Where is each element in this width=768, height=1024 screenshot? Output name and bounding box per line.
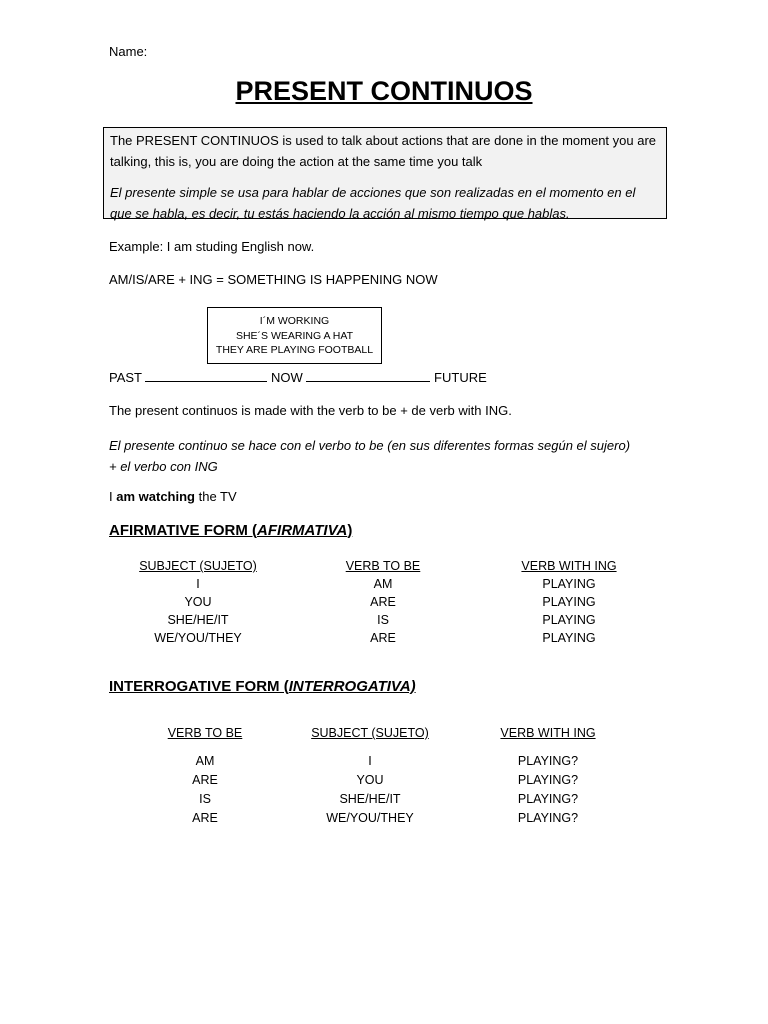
table-cell: YOU <box>184 595 212 609</box>
definition-box <box>103 127 667 219</box>
timeline-blank <box>145 371 267 382</box>
sample-sentence <box>109 489 237 504</box>
table-cell: PLAYING? <box>517 792 579 806</box>
example-item: THEY ARE PLAYING FOOTBALL <box>215 344 374 356</box>
sample-text: the TV <box>195 489 237 504</box>
section-title-italic: AFIRMATIVA <box>257 522 348 539</box>
timeline-blank <box>306 371 430 382</box>
table-cell: PLAYING <box>542 577 596 591</box>
section-title-text: AFIRMATIVE FORM ( <box>109 522 258 539</box>
column-header: VERB WITH ING <box>521 559 617 573</box>
definition-spanish: El presente simple se usa para hablar de acciones que son realizadas en el momento en el que se habla, es decir, tu estás haciendo la acción al mismo tiempo que hablas. <box>110 185 636 221</box>
table-cell: SHE/HE/IT <box>167 613 229 627</box>
timeline-past: PAST <box>109 370 142 385</box>
table-cell: ARE <box>192 811 218 825</box>
table-cell: PLAYING <box>542 595 596 609</box>
sample-bold: watching <box>138 489 195 504</box>
afirmative-col-ing <box>509 557 629 647</box>
column-header: SUBJECT (SUJETO) <box>311 726 429 740</box>
section-title-italic: INTERROGATIVA) <box>288 678 416 695</box>
timeline-now: NOW <box>271 370 303 385</box>
example-line: Example: I am studing English now. <box>109 239 315 254</box>
formula-line: AM/IS/ARE + ING = SOMETHING IS HAPPENING NOW <box>109 272 438 287</box>
sample-bold: am <box>116 489 136 504</box>
table-cell: AM <box>373 577 393 591</box>
table-cell: PLAYING <box>542 613 596 627</box>
column-header: VERB TO BE <box>345 559 421 573</box>
table-cell: PLAYING <box>542 631 596 645</box>
table-cell: IS <box>199 792 211 806</box>
table-cell: PLAYING? <box>517 773 579 787</box>
examples-box <box>207 307 382 364</box>
table-cell: I <box>196 577 200 591</box>
table-cell: AM <box>195 754 215 768</box>
interrogative-title <box>109 678 416 695</box>
page-title: PRESENT CONTINUOS <box>235 76 533 106</box>
rule-english: The present continuos is made with the verb to be + de verb with ING. <box>109 403 512 418</box>
afirmative-col-subject <box>138 557 258 647</box>
afirmative-title <box>109 522 352 539</box>
name-label: Name: <box>109 44 148 59</box>
example-item: I´M WORKING <box>259 315 330 327</box>
table-cell: PLAYING? <box>517 811 579 825</box>
table-cell: ARE <box>370 595 396 609</box>
table-cell: ARE <box>370 631 396 645</box>
section-title-text: INTERROGATIVE FORM ( <box>109 678 289 695</box>
definition-english: The PRESENT CONTINUOS is used to talk about actions that are done in the moment you are talking, this is, you are doing the action at the same time you talk <box>110 133 657 169</box>
section-title-text: ) <box>347 522 353 539</box>
rule-spanish: El presente continuo se hace con el verbo to be (en sus diferentes formas según el sujero) + el verbo con ING <box>109 438 631 474</box>
interrogative-col-subject <box>306 724 434 828</box>
table-cell: ARE <box>192 773 218 787</box>
table-cell: IS <box>377 613 389 627</box>
table-cell: WE/YOU/THEY <box>326 811 414 825</box>
column-header: SUBJECT (SUJETO) <box>139 559 257 573</box>
column-header: VERB WITH ING <box>500 726 596 740</box>
interrogative-col-ing <box>488 724 608 828</box>
table-cell: PLAYING? <box>517 754 579 768</box>
table-cell: I <box>368 754 372 768</box>
table-cell: YOU <box>356 773 384 787</box>
sample-text: I <box>109 489 117 504</box>
table-cell: SHE/HE/IT <box>339 792 401 806</box>
afirmative-col-verb <box>333 557 433 647</box>
timeline-future: FUTURE <box>434 370 487 385</box>
interrogative-col-verb <box>155 724 255 828</box>
column-header: VERB TO BE <box>167 726 243 740</box>
table-cell: WE/YOU/THEY <box>154 631 242 645</box>
timeline <box>109 370 487 385</box>
example-item: SHE´S WEARING A HAT <box>235 329 354 342</box>
